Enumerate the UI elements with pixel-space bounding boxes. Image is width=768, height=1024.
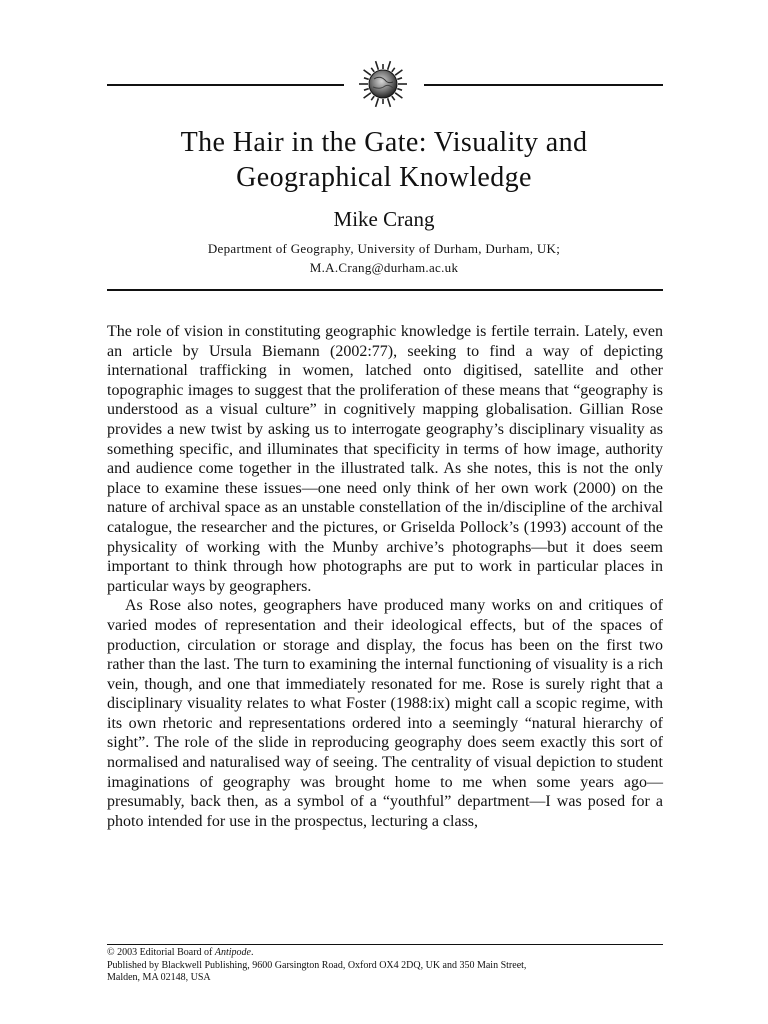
body-paragraph: As Rose also notes, geographers have produced many works on and critiques of varied modes of representation and their ideological effects, but of the spaces of production, circulation or storage and display, the focus has been on the first two rather than the last. The turn to examining the internal functioning of visuality is a rich vein, though, and one that immediately resonated for me. Rose is surely right that a disciplinary visuality relates to what Foster (1988:ix) might call a scopic regime, with its own rhetoric and representations ordered into a seemingly “natural hierarchy of sight”. The role of the slide in reproducing geography does seem exactly this sort of normalised and naturalised way of seeing. The centrality of visual depiction to student imaginations of geography was brought home to me when some years ago—presumably, back then, as a symbol of a “youthful” department—I was posed for a photo intended for use in the prospectus, lecturing a class, xyxy=(107,597,663,830)
body-paragraph: The role of vision in constituting geographic knowledge is fertile terrain. Lately, even an article by Ursula Biemann (2002:77), seeking to find a way of depicting international trafficking in women, latched onto digitised, satellite and other topographic images to suggest that the proliferation of these means that “geography is understood as a visual culture” in cognitively mapping globalisation. Gillian Rose provides a new twist by asking us to interrogate geography’s disciplinary visuality as something specific, and illuminates that specificity in terms of how image, authority and audience come together in the illustrated talk. As she notes, this is not the only place to examine these issues—one need only think of her own work (2000) on the nature of archival space as an unstable constellation of the in/discipline of the archival catalogue, the researcher and the pictures, or Griselda Pollock’s (1993) account of the physicality of working with the Munby archive’s photographs—but it does seem important to think through how photographs are put to work in particular places in particular ways by geographers. xyxy=(107,323,663,595)
title-line: Geographical Knowledge xyxy=(236,162,532,193)
copyright-suffix: . xyxy=(250,947,254,958)
publisher-line: Published by Blackwell Publishing, 9600 Garsington Road, Oxford OX4 2DQ, UK and 350 Main Street, xyxy=(107,959,527,971)
page-footer xyxy=(107,947,663,985)
author-affiliation xyxy=(80,239,688,277)
article-title xyxy=(80,125,688,195)
affiliation-line: Department of Geography, University of Durham, Durham, UK; xyxy=(207,241,561,256)
journal-name: Antipode xyxy=(214,947,251,958)
article-body xyxy=(107,322,663,831)
title-line: The Hair in the Gate: Visuality and xyxy=(180,127,588,158)
title-block-rule xyxy=(107,289,663,291)
footer-rule xyxy=(107,944,663,945)
author-email: M.A.Crang@durham.ac.uk xyxy=(309,260,459,275)
header-rule-left xyxy=(107,84,344,86)
copyright-text: © 2003 Editorial Board of xyxy=(107,947,215,958)
sunburst-globe-icon xyxy=(350,57,416,111)
publisher-address: Malden, MA 02148, USA xyxy=(107,972,211,983)
author-name: Mike Crang xyxy=(333,207,435,231)
header-rule-right xyxy=(424,84,663,86)
copyright-line xyxy=(107,947,663,960)
